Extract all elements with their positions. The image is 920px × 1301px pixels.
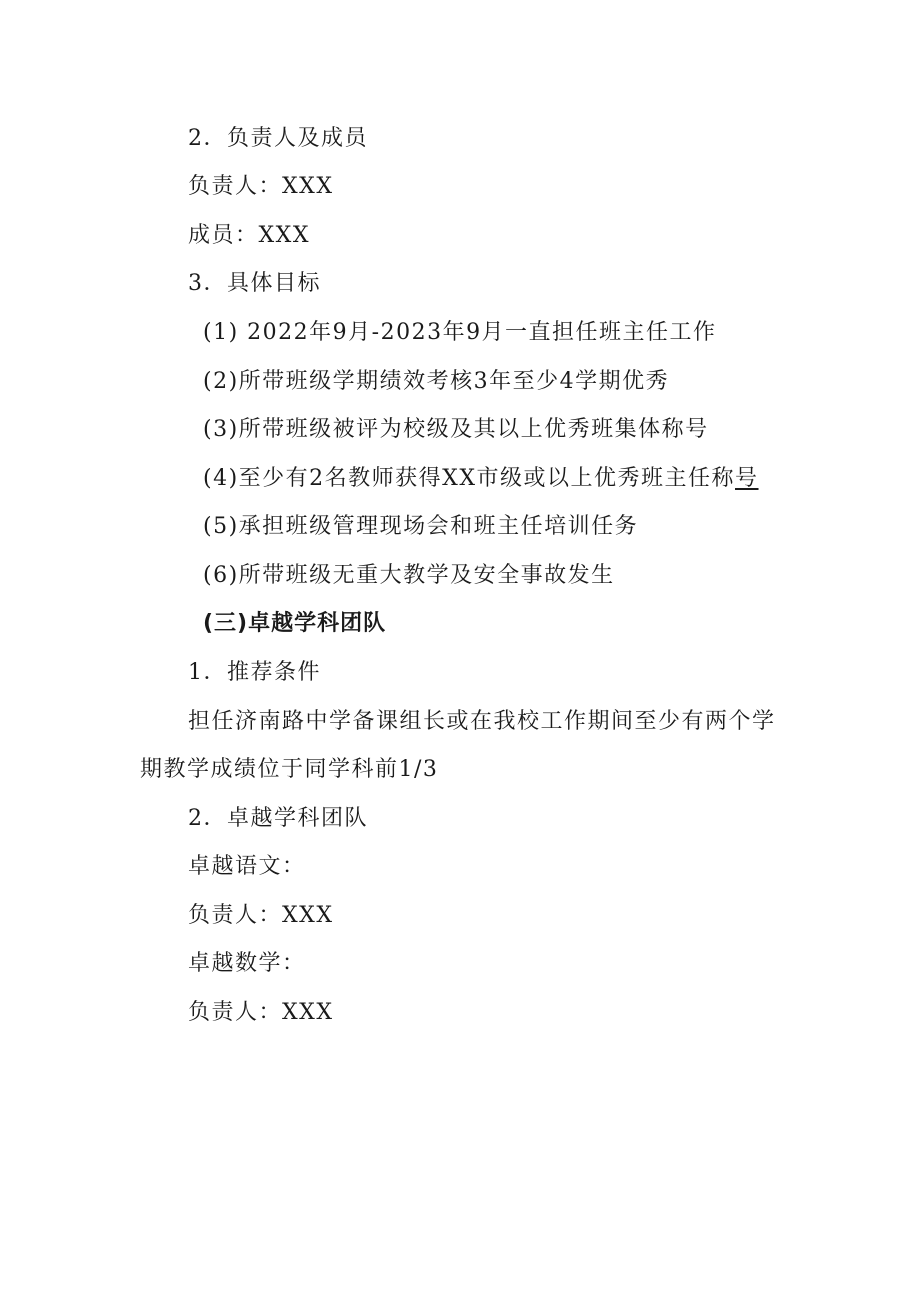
team-members-line: 成员：XXX <box>188 223 310 248</box>
goal-item-1: (1) 2022年9月-2023年9月一直担任班主任工作 <box>203 320 717 345</box>
chinese-team-label: 卓越语文： <box>188 854 306 879</box>
goal-item-6: (6)所带班级无重大教学及安全事故发生 <box>203 563 615 588</box>
section-heading-goals: 3．具体目标 <box>188 271 321 296</box>
chinese-team-leader: 负责人：XXX <box>188 903 334 928</box>
criteria-paragraph-line-2: 期教学成绩位于同学科前1/3 <box>140 757 439 782</box>
goal-item-3: (3)所带班级被评为校级及其以上优秀班集体称号 <box>203 417 709 442</box>
math-team-leader: 负责人：XXX <box>188 1000 334 1025</box>
goal-item-2: (2)所带班级学期绩效考核3年至少4学期优秀 <box>203 369 670 394</box>
math-team-label: 卓越数学： <box>188 951 306 976</box>
goal-item-5: (5)承担班级管理现场会和班主任培训任务 <box>203 514 639 539</box>
section-heading-members: 2．负责人及成员 <box>188 126 368 151</box>
goal-item-4 <box>203 464 759 494</box>
section-heading-criteria: 1．推荐条件 <box>188 660 321 685</box>
goal-item-4-text: (4)至少有2名教师获得XX市级或以上优秀班主任称 <box>203 466 735 491</box>
section-heading-subject-team: 2．卓越学科团队 <box>188 806 368 831</box>
section-heading-excellent-team: (三)卓越学科团队 <box>203 611 387 636</box>
team-leader-line: 负责人：XXX <box>188 174 334 199</box>
criteria-paragraph-line-1: 担任济南路中学备课组长或在我校工作期间至少有两个学 <box>188 709 776 734</box>
goal-item-4-underlined-tail: 号 <box>735 466 759 491</box>
